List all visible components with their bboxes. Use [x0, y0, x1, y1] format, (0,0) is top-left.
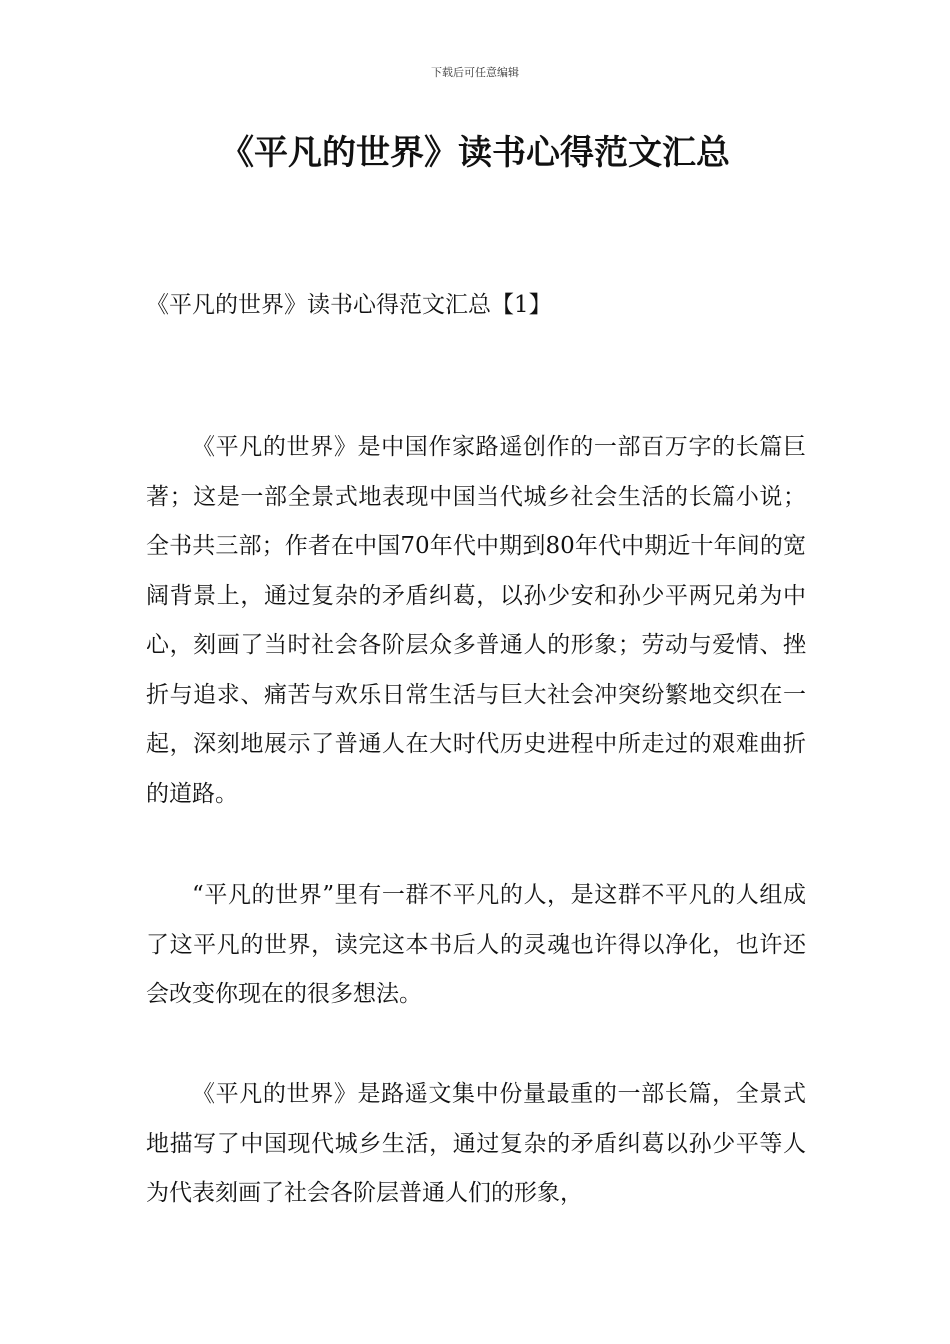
section-heading: 《平凡的世界》读书心得范文汇总【1】: [146, 292, 552, 318]
document-title: 《平凡的世界》读书心得范文汇总: [220, 133, 730, 173]
header-note: 下载后可任意编辑: [431, 66, 519, 79]
paragraph-2: “平凡的世界”里有一群不平凡的人，是这群不平凡的人组成了这平凡的世界，读完这本书后人的灵魂也许得以净化，也许还会改变你现在的很多想法。: [146, 882, 806, 1007]
paragraph-1: 《平凡的世界》是中国作家路遥创作的一部百万字的长篇巨著；这是一部全景式地表现中国当代城乡社会生活的长篇小说；全书共三部；作者在中国70年代中期到80年代中期近十年间的宽阔背景上，通过复杂的矛盾纠葛，以孙少安和孙少平两兄弟为中心，刻画了当时社会各阶层众多普通人的形象；劳动与爱情、挫折与追求、痛苦与欢乐日常生活与巨大社会冲突纷繁地交织在一起，深刻地展示了普通人在大时代历史进程中所走过的艰难曲折的道路。: [146, 434, 806, 807]
paragraph-3: 《平凡的世界》是路遥文集中份量最重的一部长篇，全景式地描写了中国现代城乡生活，通过复杂的矛盾纠葛以孙少平等人为代表刻画了社会各阶层普通人们的形象，: [146, 1081, 806, 1206]
